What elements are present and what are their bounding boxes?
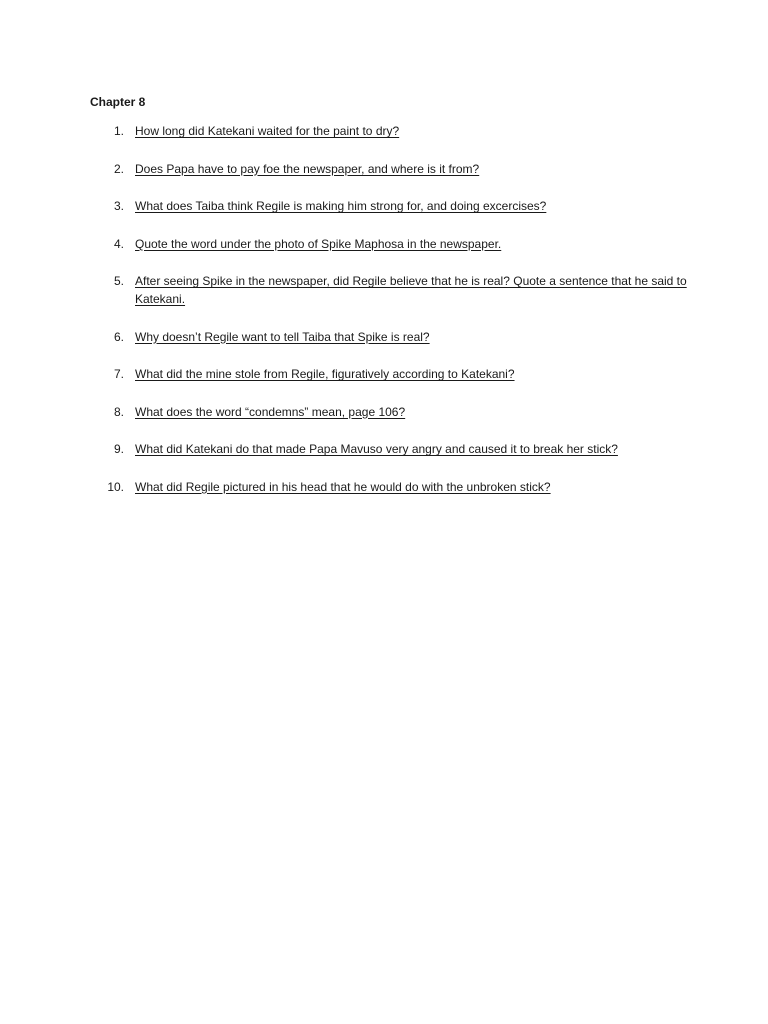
question-text: How long did Katekani waited for the paint to dry? <box>135 124 400 138</box>
question-item <box>90 160 690 178</box>
question-number: 4. <box>113 236 124 251</box>
question-item <box>90 403 690 421</box>
question-text: After seeing Spike in the newspaper, did Regile believe that he is real? Quote a sentence that he said to Katekani. <box>135 274 687 306</box>
question-item <box>90 440 690 458</box>
question-item <box>90 272 690 308</box>
question-item <box>90 122 690 140</box>
question-text: Why doesn’t Regile want to tell Taiba that Spike is real? <box>135 329 430 344</box>
question-text: What does Taiba think Regile is making him strong for, and doing excercises? <box>135 199 547 213</box>
question-number: 1. <box>113 124 124 138</box>
question-text: Does Papa have to pay foe the newspaper, and where is it from? <box>135 161 480 176</box>
question-number: 10. <box>107 479 124 494</box>
question-number: 3. <box>113 199 124 213</box>
question-text: What did Regile pictured in his head that he would do with the unbroken stick? <box>135 479 551 494</box>
question-text: What does the word “condemns” mean, page 106? <box>135 404 406 419</box>
question-number: 5. <box>113 274 124 288</box>
question-text: What did Katekani do that made Papa Mavuso very angry and caused it to break her stick? <box>135 442 618 456</box>
question-number: 8. <box>113 404 124 419</box>
question-number: 9. <box>113 442 124 456</box>
question-text: What did the mine stole from Regile, figuratively according to Katekani? <box>135 367 515 381</box>
question-list <box>90 122 690 515</box>
question-item <box>90 365 690 383</box>
question-item <box>90 197 690 215</box>
question-number: 7. <box>113 367 124 381</box>
question-item <box>90 328 690 346</box>
question-item <box>90 478 690 496</box>
question-number: 6. <box>113 329 124 344</box>
question-text: Quote the word under the photo of Spike Maphosa in the newspaper. <box>135 236 502 251</box>
chapter-heading: Chapter 8 <box>90 95 146 109</box>
question-number: 2. <box>113 161 124 176</box>
question-item <box>90 235 690 253</box>
